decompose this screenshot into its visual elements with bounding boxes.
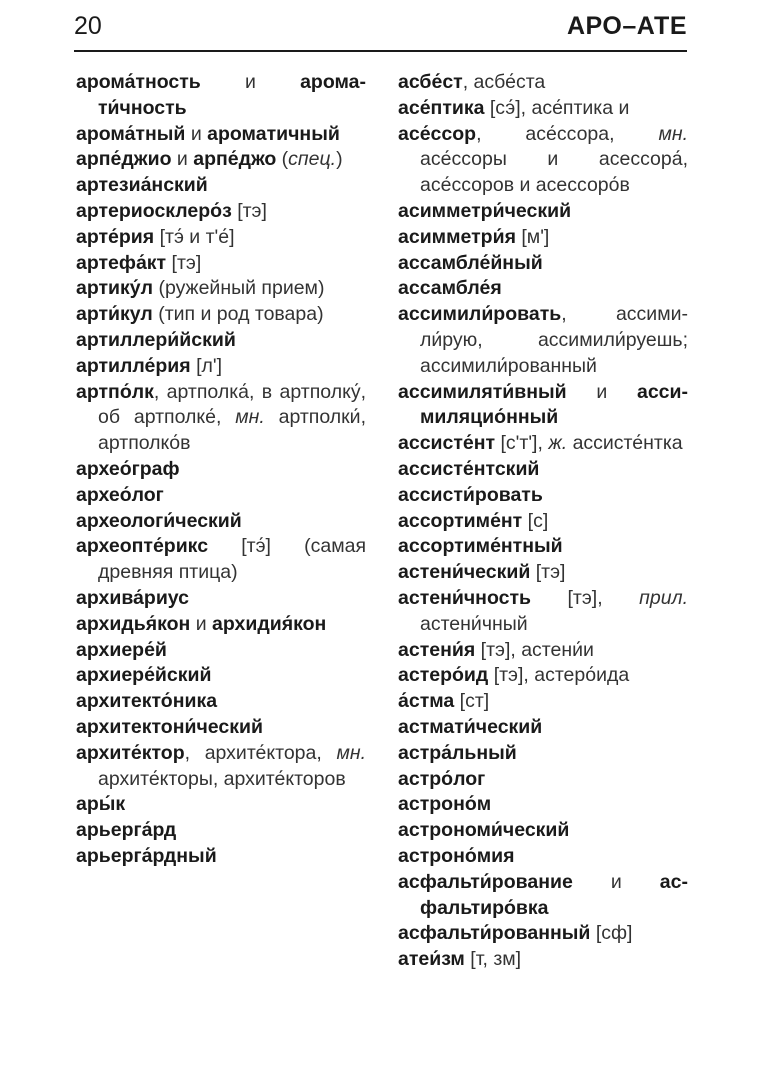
- entry-note: (: [276, 148, 289, 171]
- headword: архео́граф: [76, 457, 180, 480]
- headword: археологи́ческий: [76, 509, 242, 532]
- headword: архео́лог: [76, 483, 164, 506]
- dictionary-entry: [76, 844, 366, 870]
- dictionary-entry: [398, 199, 688, 225]
- dictionary-entry: [76, 483, 366, 509]
- entry-note: [л']: [190, 354, 223, 377]
- entry-note: (ружейный прием): [153, 277, 325, 300]
- entry-note: , архите́ктора,: [184, 741, 337, 764]
- entry-note: и: [185, 122, 208, 145]
- headword: ассимиляцио́нный: [420, 380, 688, 429]
- headword: астра́льный: [398, 741, 517, 764]
- dictionary-entry: [398, 663, 688, 689]
- headword: асимметри́я: [398, 225, 516, 248]
- headword: астени́ческий: [398, 561, 531, 584]
- dictionary-entry: [76, 792, 366, 818]
- entry-note: , ассимили́рую, ассимили́руешь; ассимили́рованный: [420, 303, 688, 377]
- headword: артпо́лк: [76, 380, 154, 403]
- dictionary-entry: [398, 534, 688, 560]
- dictionary-entry: [398, 431, 688, 457]
- headword: астро́лог: [398, 767, 486, 790]
- headword: астроно́мия: [398, 844, 515, 867]
- entry-note: ): [336, 148, 343, 171]
- dictionary-entry: [76, 818, 366, 844]
- headword: асфальти́рование: [398, 870, 573, 893]
- dictionary-entry: [76, 173, 366, 199]
- dictionary-entry: [76, 70, 366, 122]
- dictionary-entry: [398, 276, 688, 302]
- headword: артилле́рия: [76, 354, 191, 377]
- headword: асе́ссор: [398, 122, 477, 145]
- dictionary-entry: [398, 586, 688, 638]
- headword: аромати́чность: [98, 71, 366, 119]
- entry-note: [сф]: [590, 922, 633, 945]
- entry-note: и: [190, 612, 213, 635]
- headword: а́стма: [398, 690, 455, 713]
- grammar-label: мн.: [336, 741, 366, 764]
- entry-note: [тэ́] (самая древняя птица): [98, 535, 366, 584]
- dictionary-entry: [76, 715, 366, 741]
- dictionary-entry: [398, 741, 688, 767]
- grammar-label: мн.: [658, 122, 688, 145]
- entry-note: [тэ], астеро́ида: [488, 664, 630, 687]
- dictionary-entry: [398, 380, 688, 432]
- dictionary-entry: [76, 534, 366, 586]
- entry-note: (тип и род товара): [152, 303, 324, 326]
- dictionary-entry: [76, 509, 366, 535]
- entry-note: и: [566, 380, 637, 403]
- headword: ассимили́ровать: [398, 303, 562, 326]
- headword: ароматичный: [207, 122, 340, 145]
- headword: архива́риус: [76, 586, 190, 609]
- entry-note: [с'т'],: [495, 432, 549, 455]
- headword: астроно́м: [398, 793, 492, 816]
- entry-note: [тэ],: [531, 586, 640, 609]
- headword: ассамбле́йный: [398, 251, 543, 274]
- dictionary-entry: [398, 225, 688, 251]
- page-number: 20: [74, 12, 102, 40]
- headword: архидья́кон: [76, 612, 191, 635]
- headword: ассисти́ровать: [398, 483, 543, 506]
- entry-note: [тэ]: [166, 251, 202, 274]
- header-rule: [74, 50, 687, 52]
- dictionary-entry: [76, 663, 366, 689]
- dictionary-entry: [76, 199, 366, 225]
- entry-note: [сэ́], асе́птика и: [484, 96, 630, 119]
- dictionary-entry: [76, 251, 366, 277]
- headword: арпе́джо: [193, 148, 277, 171]
- dictionary-entry: [76, 741, 366, 793]
- headword: архите́ктор: [76, 741, 185, 764]
- entry-note: [тэ́ и т'е́]: [154, 225, 235, 248]
- dictionary-entry: [76, 689, 366, 715]
- dictionary-entry: [76, 225, 366, 251]
- running-head: АРО–АТЕ: [566, 12, 687, 40]
- dictionary-entry: [398, 483, 688, 509]
- headword: астрономи́ческий: [398, 819, 570, 842]
- entry-note: , асе́ссора,: [476, 122, 659, 145]
- left-column: [76, 70, 366, 870]
- dictionary-entry: [398, 844, 688, 870]
- entry-note: ассисте́нтка: [567, 432, 683, 455]
- dictionary-entry: [76, 328, 366, 354]
- dictionary-entry: [398, 70, 688, 96]
- dictionary-entry: [398, 509, 688, 535]
- headword: арома́тность: [76, 71, 201, 93]
- entry-note: [ст]: [454, 690, 490, 713]
- headword: асфальти́рованный: [398, 922, 591, 945]
- dictionary-entry: [398, 767, 688, 793]
- entry-note: [тэ], астени́и: [475, 638, 594, 661]
- headword: артефа́кт: [76, 251, 167, 274]
- headword: асфальтиро́вка: [420, 870, 688, 919]
- entry-note: [тэ]: [530, 561, 566, 584]
- headword: архиере́йский: [76, 664, 212, 687]
- dictionary-entry: [398, 818, 688, 844]
- entry-note: артполки́, артполко́в: [98, 406, 366, 455]
- headword: астмати́ческий: [398, 715, 543, 738]
- headword: архитекто́ника: [76, 690, 218, 713]
- headword: архиере́й: [76, 638, 167, 661]
- headword: ассамбле́я: [398, 277, 502, 300]
- headword: ассортиме́нтный: [398, 535, 563, 558]
- dictionary-entry: [76, 354, 366, 380]
- grammar-label: мн.: [235, 406, 265, 429]
- dictionary-entry: [398, 689, 688, 715]
- dictionary-entry: [398, 560, 688, 586]
- headword: асбе́ст: [398, 71, 463, 93]
- dictionary-entry: [398, 251, 688, 277]
- headword: астени́я: [398, 638, 476, 661]
- entry-note: [с]: [522, 509, 549, 532]
- entry-note: и: [200, 71, 301, 93]
- dictionary-entry: [398, 122, 688, 199]
- headword: арте́рия: [76, 225, 155, 248]
- entry-note: асе́ссоры и асессора́, асе́ссоров и асессоро́в: [420, 148, 688, 197]
- entry-note: , асбе́ста: [462, 71, 546, 93]
- grammar-label: спец.: [288, 148, 337, 171]
- dictionary-entry: [398, 870, 688, 922]
- entry-note: астени́чный: [420, 612, 528, 635]
- dictionary-entry: [398, 457, 688, 483]
- dictionary-entry: [76, 380, 366, 457]
- dictionary-entry: [398, 638, 688, 664]
- headword: артериосклеро́з: [76, 199, 232, 222]
- headword: асе́птика: [398, 96, 485, 119]
- headword: арома́тный: [76, 122, 186, 145]
- headword: ассисте́нт: [398, 432, 496, 455]
- headword: архидия́кон: [212, 612, 327, 635]
- dictionary-entry: [76, 457, 366, 483]
- grammar-label: ж.: [548, 432, 568, 455]
- headword: артиллери́йский: [76, 328, 236, 351]
- grammar-label: прил.: [639, 586, 688, 609]
- dictionary-entry: [76, 122, 366, 148]
- entry-note: [тэ]: [231, 199, 267, 222]
- entry-note: [м']: [515, 225, 550, 248]
- headword: астени́чность: [398, 586, 531, 609]
- headword: ассисте́нтский: [398, 457, 540, 480]
- headword: артезиа́нский: [76, 174, 208, 197]
- dictionary-entry: [76, 612, 366, 638]
- headword: ары́к: [76, 793, 126, 816]
- headword: асимметри́ческий: [398, 199, 572, 222]
- dictionary-entry: [76, 302, 366, 328]
- dictionary-entry: [76, 638, 366, 664]
- headword: арьерга́рд: [76, 819, 177, 842]
- entry-note: , артполка́, в артполку́, об артполке́,: [98, 380, 366, 429]
- headword: атеи́зм: [398, 948, 465, 971]
- headword: археопте́рикс: [76, 535, 209, 558]
- headword: ассортиме́нт: [398, 509, 523, 532]
- headword: артику́л: [76, 277, 154, 300]
- dictionary-entry: [398, 792, 688, 818]
- dictionary-entry: [76, 586, 366, 612]
- headword: астеро́ид: [398, 664, 489, 687]
- entry-note: и: [572, 870, 660, 893]
- right-column: [398, 70, 688, 973]
- dictionary-entry: [398, 96, 688, 122]
- headword: арпе́джио: [76, 148, 172, 171]
- dictionary-entry: [76, 147, 366, 173]
- headword: ассимиляти́вный: [398, 380, 567, 403]
- entry-note: архите́кторы, архите́кторов: [98, 767, 346, 790]
- headword: арьерга́рдный: [76, 844, 217, 867]
- entry-note: [т, зм]: [464, 948, 522, 971]
- dictionary-entry: [398, 302, 688, 379]
- dictionary-entry: [398, 921, 688, 947]
- headword: архитектони́ческий: [76, 715, 263, 738]
- headword: арти́кул: [76, 303, 153, 326]
- entry-note: и: [171, 148, 194, 171]
- dictionary-entry: [76, 276, 366, 302]
- dictionary-entry: [398, 715, 688, 741]
- dictionary-entry: [398, 947, 688, 973]
